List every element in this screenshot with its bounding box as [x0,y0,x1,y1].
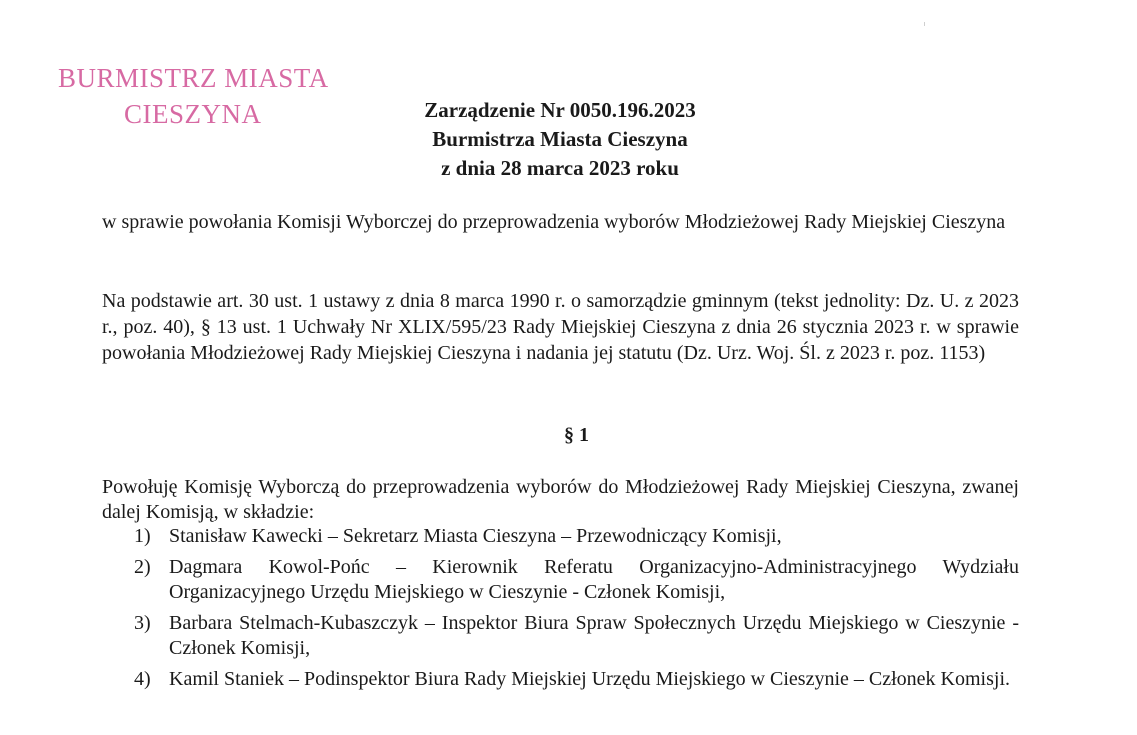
document-title: Zarządzenie Nr 0050.196.2023 [424,98,696,122]
scan-artifact [924,22,925,26]
list-item-number: 1) [134,525,151,547]
document-issuer: Burmistrza Miasta Cieszyna [432,127,688,151]
section-heading [0,424,1137,447]
list-item [102,555,1019,605]
list-item [102,524,1019,549]
list-item [102,667,1019,692]
stamp-line-2: CIESZYNA [124,99,262,129]
member-list [102,524,1019,698]
list-item-number: 4) [134,668,151,690]
list-item-text: Kamil Staniek – Podinspektor Biura Rady Miejskiej Urzędu Miejskiego w Cieszynie – Członek Komisji. [169,668,1010,690]
section-number: § 1 [564,424,589,446]
list-item-text: Barbara Stelmach-Kubaszczyk – Inspektor Biura Spraw Społecznych Urzędu Miejskiego w Cieszynie - Członek Komisji, [169,612,1019,659]
list-item-number: 3) [134,612,151,634]
legal-basis: Na podstawie art. 30 ust. 1 ustawy z dnia 8 marca 1990 r. o samorządzie gminnym (tekst jednolity: Dz. U. z 2023 r., poz. 40), § 13 ust. 1 Uchwały Nr XLIX/595/23 Rady Miejskiej Cieszyna z dnia 26 stycznia 2023 r. w sprawie powołania Młodzieżowej Rady Miejskiej Cieszyna i nadania jej statutu (Dz. Urz. Woj. Śl. z 2023 r. poz. 1153) [102,290,1019,364]
list-item-text: Dagmara Kowol-Pońc – Kierownik Referatu Organizacyjno-Administracyjnego Wydziału Organizacyjnego Urzędu Miejskiego w Cieszynie - Członek Komisji, [169,556,1019,603]
list-item-text: Stanisław Kawecki – Sekretarz Miasta Cieszyna – Przewodniczący Komisji, [169,525,782,547]
list-item-number: 2) [134,556,151,578]
official-stamp [58,60,348,132]
document-header [370,96,750,183]
stamp-line-1: BURMISTRZ MIASTA [58,63,329,93]
document-subject: w sprawie powołania Komisji Wyborczej do przeprowadzenia wyborów Młodzieżowej Rady Miejskiej Cieszyna [102,211,1006,233]
section-intro: Powołuję Komisję Wyborczą do przeprowadzenia wyborów do Młodzieżowej Rady Miejskiej Cieszyna, zwanej dalej Komisją, w składzie: [102,476,1019,523]
list-item [102,611,1019,661]
document-date: z dnia 28 marca 2023 roku [441,156,679,180]
